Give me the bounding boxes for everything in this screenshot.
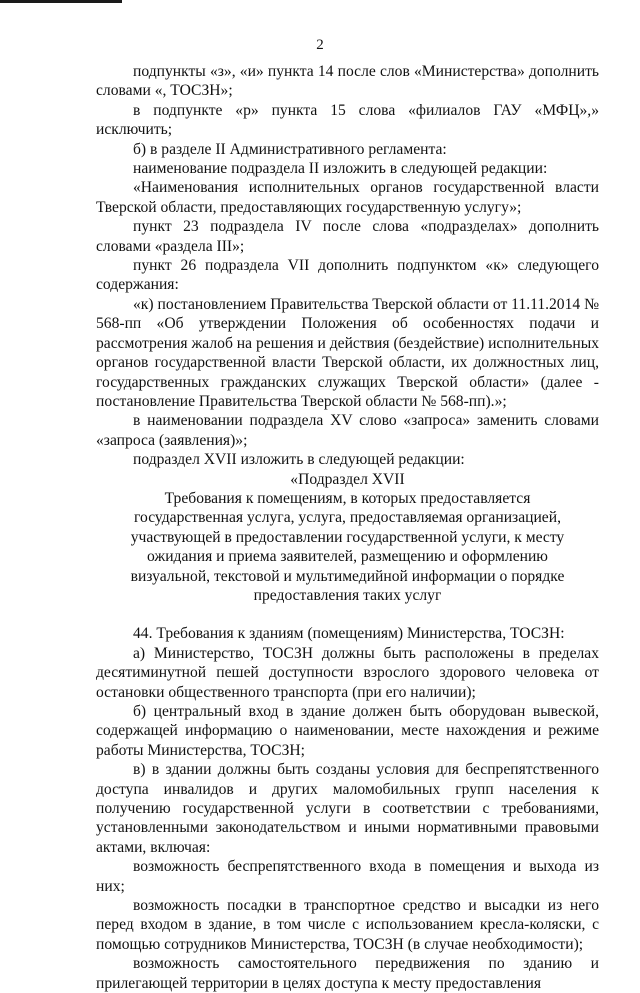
paragraph-subitem-r: в подпункте «р» пункта 15 слова «филиалов ГАУ «МФЦ»,» исключить; (96, 101, 599, 139)
paragraph-item-44-b: б) центральный вход в здание должен быть оборудован вывеской, содержащей информацию о наименовании, месте нахождения и режиме работы Министерства, ТОСЗН; (96, 703, 599, 759)
paragraph-subitem-k: «к) постановлением Правительства Тверской области от 11.11.2014 № 568-пп «Об утверждении Положения об особенностях подачи и рассмотрения жалоб на решения и действия (бездействие) исполнительных органов государственной власти Тверской области, их должностных лиц, государственных гражданских служащих Тверской области» (далее - постановление Правительства Тверской области № 568-пп).»; (96, 295, 599, 410)
paragraph-accessibility-entry: возможность беспрепятственного входа в помещения и выхода из них; (96, 858, 599, 895)
paragraph-subsection-xvii-intro: подраздел XVII изложить в следующей редакции: (133, 451, 465, 469)
paragraph-accessibility-transport: возможность посадки в транспортное средство и высадки из него перед входом в здание, в том числе с использованием кресла-коляски, с помощью сотрудников Министерства, ТОСЗН (в случае необходимости); (96, 897, 599, 953)
paragraph-item-44-a: а) Министерство, ТОСЗН должны быть расположены в пределах десятиминутной пешей доступности взрослого здорового человека от остановки общественного транспорта (при его наличии); (96, 644, 599, 701)
paragraph-item-44: 44. Требования к зданиям (помещениям) Министерства, ТОСЗН: (133, 625, 565, 643)
paragraph-subsection-ii-name: наименование подраздела II изложить в следующей редакции: (133, 160, 548, 178)
paragraph-item-26: пункт 26 подраздела VII дополнить подпунктом «к» следующего содержания: (96, 257, 599, 294)
paragraph-subitems-z-i: подпункты «з», «и» пункта 14 после слов «Министерства» дополнить словами «, ТОСЗН»; (96, 63, 599, 100)
paragraph-section-ii: б) в разделе II Административного регламента: (133, 140, 447, 158)
paragraph-accessibility-movement: возможность самостоятельного передвижения по зданию и прилегающей территории в целях доступа к месту предоставления (96, 955, 599, 992)
blank-line (96, 605, 599, 624)
subsection-heading: Требования к помещениям, в которых предоставляется государственная услуга, услуга, предоставляемая организацией, участвующей в предоставлении государственной услуги, к месту ожидания и приема заявителей, размещению и оформлению визуальной, текстовой и мультимедийной информации о порядке предоставления таких услуг (130, 489, 565, 604)
page-number: 2 (316, 37, 324, 53)
paragraph-item-44-v: в) в здании должны быть созданы условия для беспрепятственного доступа инвалидов и других маломобильных групп населения к получению государственной услуги в соответствии с требованиями, установленными законодательством и иными нормативными правовыми актами, включая: (96, 761, 599, 856)
paragraph-item-23: пункт 23 подраздела IV после слова «подразделах» дополнить словами «раздела III»; (96, 218, 599, 255)
document-body (96, 62, 599, 993)
paragraph-quoted-name: «Наименования исполнительных органов государственной власти Тверской области, предоставляющих государственную услугу»; (96, 179, 599, 216)
subsection-title: «Подраздел XVII (290, 470, 405, 488)
paragraph-subsection-xv: в наименовании подраздела XV слово «запроса» заменить словами «запроса (заявления)»; (96, 412, 599, 449)
scan-artifact-strip (0, 0, 122, 3)
